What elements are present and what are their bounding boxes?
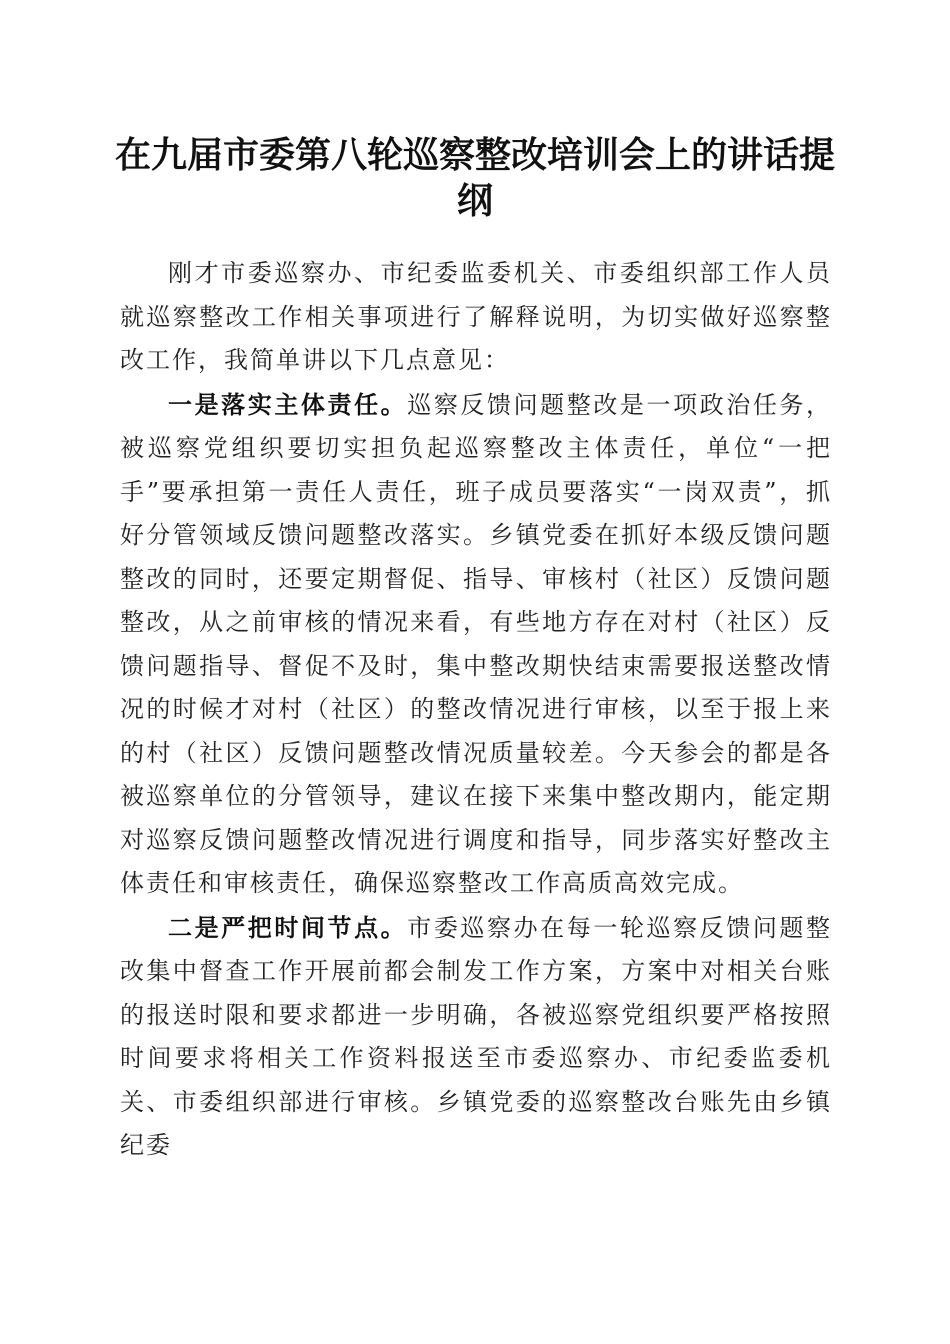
point-text-2: 市委巡察办在每一轮巡察反馈问题整改集中督查工作开展前都会制发工作方案，方案中对相关台账的报送时限和要求都进一步明确，各被巡察党组织要严格按照时间要求将相关工作资料报送至市委巡察办、市纪委监委机关、市委组织部进行审核。乡镇党委的巡察整改台账先由乡镇纪委 <box>120 913 832 1159</box>
intro-paragraph: 刚才市委巡察办、市纪委监委机关、市委组织部工作人员就巡察整改工作相关事项进行了解释说明，为切实做好巡察整改工作，我简单讲以下几点意见： <box>120 259 832 374</box>
document-title: 在九届市委第八轮巡察整改培训会上的讲话提纲 <box>114 134 835 222</box>
point-paragraph-2 <box>120 906 832 1168</box>
point-paragraph-1 <box>120 383 832 906</box>
document-body <box>120 252 832 1168</box>
point-text-1: 巡察反馈问题整改是一项政治任务，被巡察党组织要切实担负起巡察整改主体责任，单位“一把手”要承担第一责任人责任，班子成员要落实“一岗双责”，抓好分管领域反馈问题整改落实。乡镇党委在抓好本级反馈问题整改的同时，还要定期督促、指导、审核村（社区）反馈问题整改，从之前审核的情况来看，有些地方存在对村（社区）反馈问题指导、督促不及时，集中整改期快结束需要报送整改情况的时候才对村（社区）的整改情况进行审核，以至于报上来的村（社区）反馈问题整改情况质量较差。今天参会的都是各被巡察单位的分管领导，建议在接下来集中整改期内，能定期对巡察反馈问题整改情况进行调度和指导，同步落实好整改主体责任和审核责任，确保巡察整改工作高质高效完成。 <box>120 390 832 897</box>
point-heading-1: 一是落实主体责任。 <box>168 389 408 419</box>
point-heading-2: 二是严把时间节点。 <box>168 912 408 942</box>
